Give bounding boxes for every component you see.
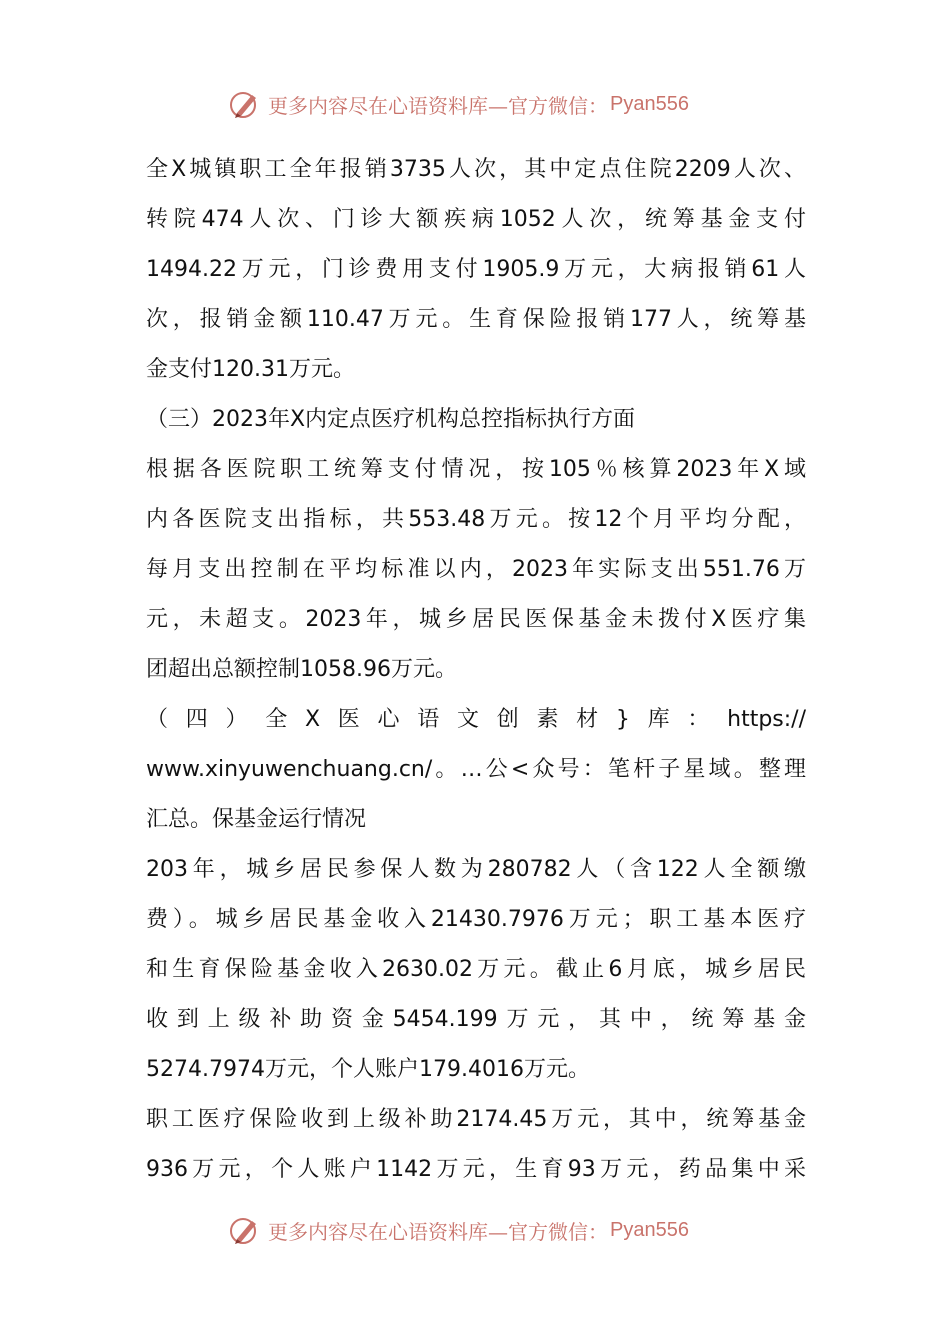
text-line: 元，未超支。2023年，城乡居民医保基金未拨付X医疗集 [146, 607, 806, 632]
text-line: 936万元，个人账户1142万元，生育93万元，药品集中采 [146, 1157, 806, 1182]
banner-text: 更多内容尽在心语资料库—官方微信： [268, 1219, 608, 1244]
text-line: 汇总。保基金运行情况 [146, 807, 367, 832]
banner-wechat-id: Pyan556 [610, 1218, 689, 1241]
text-line: 1494.22万元，门诊费用支付1905.9万元，大病报销61人 [146, 257, 806, 282]
text-line: 每月支出控制在平均标准以内，2023年实际支出551.76万 [146, 557, 806, 582]
text-line: 5274.7974万元，个人账户179.4016万元。 [146, 1057, 590, 1082]
text-line: www.xinyuwenchuang.cn/。…公<众号：笔杆子星域。整理 [146, 757, 806, 782]
pen-circle-logo-icon [228, 87, 262, 121]
header-banner [228, 86, 748, 122]
text-line: 根据各医院职工统筹支付情况，按105％核算2023年X域 [146, 457, 806, 482]
section-heading: （三）2023年X内定点医疗机构总控指标执行方面 [146, 407, 636, 432]
text-line: 次，报销金额110.47万元。生育保险报销177人，统筹基 [146, 307, 806, 332]
text-line: 203年，城乡居民参保人数为280782人（含122人全额缴 [146, 857, 806, 882]
text-line: 职工医疗保险收到上级补助2174.45万元，其中，统筹基金 [146, 1107, 806, 1132]
text-line: 费）。城乡居民基金收入21430.7976万元；职工基本医疗 [146, 907, 806, 932]
text-line: 转院474人次、门诊大额疾病1052人次，统筹基金支付 [146, 207, 806, 232]
banner-text: 更多内容尽在心语资料库—官方微信： [268, 93, 608, 118]
text-line: 内各医院支出指标，共553.48万元。按12个月平均分配， [146, 507, 806, 532]
text-line: 和生育保险基金收入2630.02万元。截止6月底，城乡居民 [146, 957, 806, 982]
pen-circle-logo-icon [228, 1213, 262, 1247]
text-line: 团超出总额控制1058.96万元。 [146, 657, 457, 682]
footer-banner [228, 1212, 748, 1248]
section-heading: （四）全X医心语文创素材}库：https:// [146, 707, 806, 732]
body-text [146, 145, 806, 1195]
text-line: 金支付120.31万元。 [146, 357, 355, 382]
text-line: 收到上级补助资金5454.199万元，其中，统筹基金 [146, 1007, 806, 1032]
text-line: 全X城镇职工全年报销3735人次，其中定点住院2209人次、 [146, 157, 806, 182]
banner-wechat-id: Pyan556 [610, 92, 689, 115]
